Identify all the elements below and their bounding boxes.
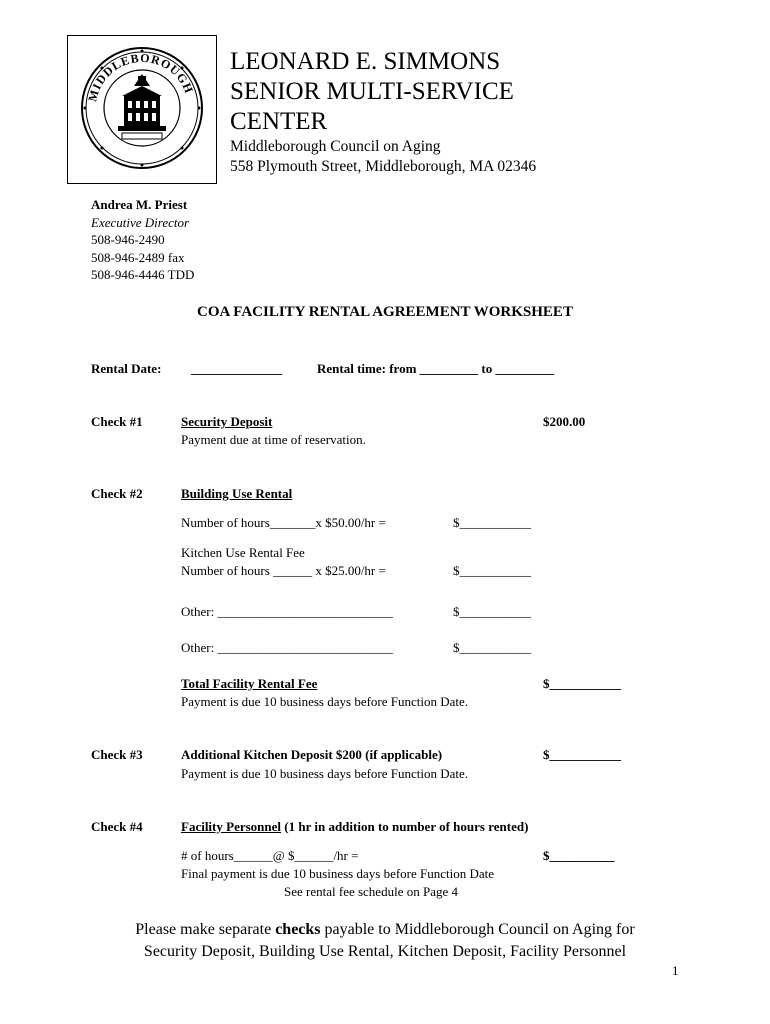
building-hours-field[interactable]: Number of hours_______x $50.00/hr = (181, 515, 386, 530)
other-2-amount[interactable]: $___________ (453, 640, 531, 655)
director-fax: 508-946-2489 fax (91, 249, 185, 265)
director-name: Andrea M. Priest (91, 197, 188, 212)
other-1-amount[interactable]: $___________ (453, 604, 531, 619)
footer-post: payable to Middleborough Council on Aging for (320, 921, 635, 938)
check2-label: Check #2 (91, 486, 143, 501)
check3-amount[interactable]: $___________ (543, 747, 621, 762)
check2-heading: Building Use Rental (181, 486, 293, 501)
rental-time-field[interactable]: Rental time: from _________ to _________ (317, 361, 554, 376)
council-name: Middleborough Council on Aging (230, 138, 441, 155)
council-address: 558 Plymouth Street, Middleborough, MA 02346 (230, 158, 537, 175)
total-fee-amount[interactable]: $___________ (543, 676, 621, 691)
other-2-field[interactable]: Other: ___________________________ (181, 640, 393, 655)
check4-note: Final payment is due 10 business days before Function Date (181, 866, 495, 881)
page-number: 1 (672, 963, 679, 978)
other-1-field[interactable]: Other: ___________________________ (181, 604, 393, 619)
check1-amount: $200.00 (543, 414, 586, 429)
kitchen-hours-amount[interactable]: $___________ (453, 563, 531, 578)
org-name-line-2: SENIOR MULTI-SERVICE (230, 78, 514, 105)
check4-heading: Facility Personnel (181, 819, 282, 834)
rental-date-field[interactable]: ______________ (191, 361, 282, 376)
fee-schedule-note: See rental fee schedule on Page 4 (284, 884, 458, 899)
check4-heading-line (181, 819, 528, 835)
total-fee-note: Payment is due 10 business days before Function Date. (181, 694, 469, 709)
footer-line-2: Security Deposit, Building Use Rental, Kitchen Deposit, Facility Personnel (143, 943, 627, 960)
kitchen-hours-field[interactable]: Number of hours ______ x $25.00/hr = (181, 563, 386, 578)
footer-line-1 (0, 918, 770, 941)
director-title: Executive Director (91, 214, 190, 230)
check3-note: Payment is due 10 business days before Function Date. (181, 766, 469, 781)
check3-label: Check #3 (91, 747, 143, 762)
org-name-line-1: LEONARD E. SIMMONS (230, 48, 501, 75)
worksheet-title: COA FACILITY RENTAL AGREEMENT WORKSHEET (197, 304, 573, 320)
seal-text: MIDDLEBOROUGH (85, 50, 197, 103)
org-name-line-3: CENTER (230, 108, 328, 135)
footer-checks: checks (275, 921, 321, 938)
rental-date-label: Rental Date: (91, 361, 162, 376)
director-tdd: 508-946-4446 TDD (91, 267, 195, 282)
check1-note: Payment due at time of reservation. (181, 432, 366, 447)
check1-label: Check #1 (91, 414, 143, 429)
header-logo-box (67, 35, 217, 184)
total-fee-heading: Total Facility Rental Fee (181, 676, 318, 691)
check1-heading: Security Deposit (181, 414, 273, 429)
personnel-hours-field[interactable]: # of hours______@ $______/hr = (181, 848, 359, 863)
town-seal-icon (78, 44, 206, 172)
check4-amount[interactable]: $__________ (543, 848, 615, 863)
check4-heading-detail: (1 hr in addition to number of hours rented) (281, 819, 529, 834)
kitchen-fee-title: Kitchen Use Rental Fee (181, 545, 305, 560)
director-phone: 508-946-2490 (91, 232, 165, 247)
check4-label: Check #4 (91, 819, 143, 834)
building-hours-amount[interactable]: $___________ (453, 515, 531, 530)
check3-heading: Additional Kitchen Deposit $200 (if applicable) (181, 747, 443, 762)
footer-pre: Please make separate (135, 921, 276, 938)
